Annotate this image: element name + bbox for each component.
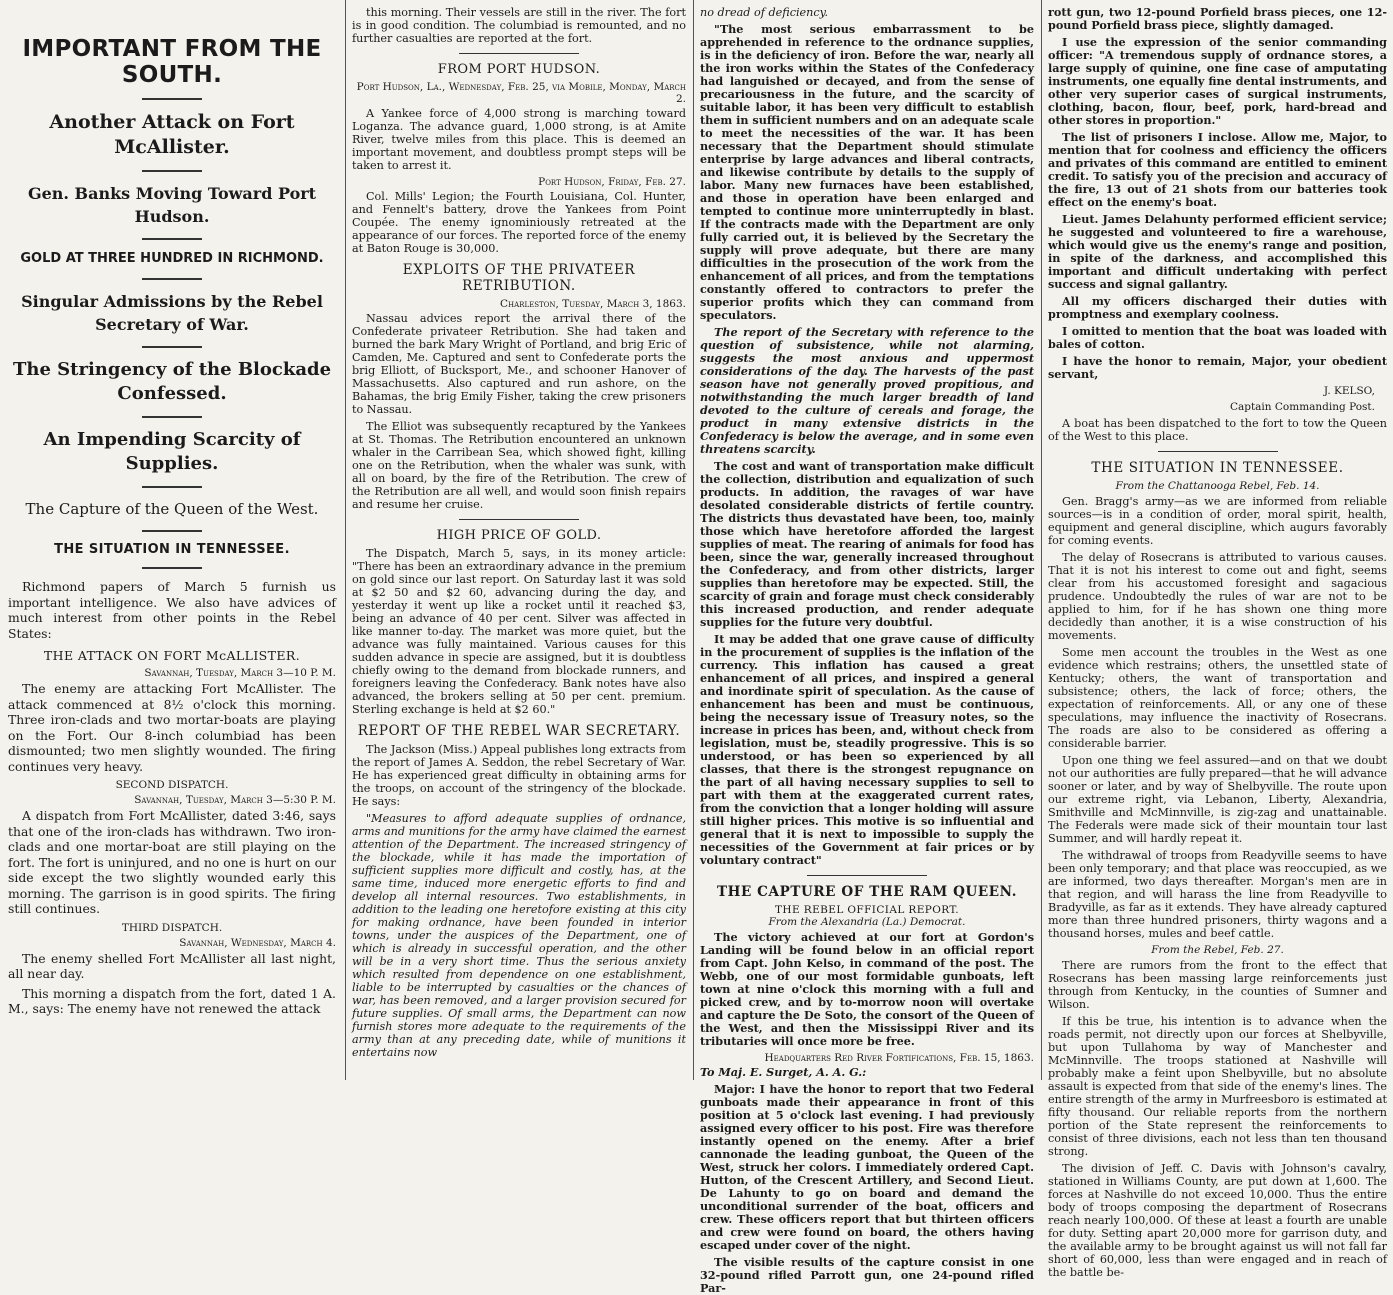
separator	[459, 519, 579, 520]
separator	[459, 53, 579, 54]
separator	[142, 530, 202, 532]
deck-queen-of-the-west: The Capture of the Queen of the West.	[25, 500, 319, 518]
paragraph: Col. Mills' Legion; the Fourth Louisiana, Col. Hunter, and Fennelt's battery, drove the Yankees from Point Coupée. The enemy ignominiously retreated at the appearance of our forces. The reported force of the enemy at Baton Rouge is 30,000.	[352, 190, 686, 255]
paragraph: The victory achieved at our fort at Gordon's Landing will be found below in an official report from Capt. John Kelso, in command of the post. The Webb, one of our most formidable gunboats, left town at nine o'clock this morning with a full and picked crew, and by to-morrow noon will overtake and capture the De Soto, the consort of the Queen of the West, and then the Mississippi River and its tributaries will once more be free.	[700, 930, 1034, 1048]
separator	[142, 416, 202, 418]
deck-singular-admissions: Singular Admissions by the Rebel Secretary of War.	[21, 292, 323, 334]
signature-name: J. KELSO,	[1323, 385, 1375, 397]
signature-title: Captain Commanding Post.	[1229, 401, 1375, 413]
deck-banks-moving: Gen. Banks Moving Toward Port Hudson.	[27, 184, 317, 226]
paragraph: Nassau advices report the arrival there of the Confederate privateer Retribution. She had taken and burned the bark Mary Wright of Portland, and brig Eric of Camden, Me. Captured and sent to Confederate ports the brig Elliott, of Bucksport, Me., and schooner Hanover of Massachusetts. Also captured and run ashore, on the Bahamas, the brig Emily Fisher, taking the crew prisoners to Nassau.	[352, 312, 686, 416]
paragraph: The withdrawal of troops from Readyville seems to have been only temporary; and that place was reoccupied, as we are informed, two days thereafter. Morgan's men are in that region, and will harass the line from Readyville to Bradyville, as far as it extends. They have already captured more than three hundred prisoners, thirty wagons and a thousand horses, mules and beef cattle.	[1048, 849, 1387, 940]
separator	[142, 278, 202, 280]
separator	[142, 567, 202, 569]
paragraph: To Maj. E. Surget, A. A. G.:	[700, 1065, 867, 1079]
separator	[142, 486, 202, 488]
paragraph: If this be true, his intention is to advance when the roads permit, not directly upon our forces at Shelbyville, but upon Tullahoma by way of Manchester and McMinnville. The troops stationed at Nashville will probably make a feint upon Shelbyville, but no absolute assault is expected from that side of the enemy's lines. The entire strength of the army in Murfreesboro is estimated at fifty thousand. Our reliable reports from the northern portion of the State represent the reinforcements to consist of three divisions, each not less than ten thousand strong.	[1048, 1015, 1387, 1158]
separator	[142, 238, 202, 240]
paragraph: It may be added that one grave cause of difficulty in the procurement of supplies is the inflation of the currency. This inflation has caused a great enhancement of all prices, and inspired a general and inordinate spirit of speculation. As the cause of enhancement has been and must be continuous, being the necessary issue of Treasury notes, so the increase in prices has been, and, without check from legislation, must be, steadily progressive. This is so understood, or has been so experienced by all classes, that there is the strongest repugnance on the part of all having necessary supplies to sell to part with them at the exaggerated current rates, from the conviction that a longer holding will assure still higher prices. This motive is so influential and general that it is next to impossible to supply the necessities of the Government at fair prices or by voluntary contract"	[700, 632, 1034, 867]
dateline: Savannah, Tuesday, March 3—10 P. M.	[144, 667, 336, 679]
paragraph: this morning. Their vessels are still in the river. The fort is in good condition. The columbiad is remounted, and no further casualties are reported at the fort.	[352, 6, 686, 45]
subheading-official-report: THE REBEL OFFICIAL REPORT.	[775, 904, 959, 916]
heading-privateer: EXPLOITS OF THE PRIVATEER RETRIBUTION.	[402, 262, 636, 294]
separator	[142, 346, 202, 348]
deck-scarcity: An Impending Scarcity of Supplies.	[43, 429, 301, 474]
intro-paragraph: Richmond papers of March 5 furnish us important intelligence. We also have advices of much interest from other points in the Rebel States:	[8, 579, 336, 641]
paragraph: "Measures to afford adequate supplies of ordnance, arms and munitions for the army have claimed the earnest attention of the Department. The increased stringency of the blockade, while it has made the importation of sufficient supplies more difficult and costly, has, at the same time, induced more energetic efforts to find and develop all internal resources. Two establishments, in addition to the leading one heretofore existing at this city for making ordnance, have been founded in interior towns, under the auspices of the Department, one of which is already in successful operation, and the other will be in a very short time. Thus the serious anxiety which resulted from dependence on one establishment, liable to be interrupted by casualties or the chances of war, has been removed, and a larger provision secured for future supplies. Of small arms, the Department can now furnish stores more adequate to the requirements of the army than at any preceding date, while of munitions it entertains now	[352, 812, 686, 1059]
section-heading-tennessee: THE SITUATION IN TENNESSEE.	[54, 542, 290, 557]
paragraph: This morning a dispatch from the fort, dated 1 A. M., says: The enemy have not renewed the attack	[8, 985, 336, 1016]
paragraph: The Dispatch, March 5, says, in its money article: "There has been an extraordinary advance in the premium on gold since our last report. On Saturday last it was sold at $2 50 and $2 60, advancing during the day, and yesterday it went up like a rocket until it reached $3, being an advance of 40 per cent. Silver was affected in like manner to-day. The market was more quiet, but the advance was fully maintained. Various causes for this sudden advance in specie are assigned, but it is doubtless chiefly owing to the demand from blockade runners, and foreigners leaving the Confederacy. Bank notes have also advanced, the brokers selling at 50 per cent. premium. Sterling exchange is held at $2 60."	[352, 547, 686, 716]
deck-gold-price: GOLD AT THREE HUNDRED IN RICHMOND.	[20, 251, 324, 266]
main-headline: IMPORTANT FROM THE SOUTH.	[22, 36, 322, 88]
heading-situation-tennessee: THE SITUATION IN TENNESSEE.	[1091, 460, 1344, 476]
paragraph: no dread of deficiency.	[700, 6, 829, 19]
paragraph: The enemy shelled Fort McAllister all last night, all near day.	[8, 950, 336, 981]
paragraph: Gen. Bragg's army—as we are informed from reliable sources—is in a condition of order, moral spirit, health, equipment and general discipline, which augurs favorably for coming events.	[1048, 495, 1387, 547]
paragraph: All my officers discharged their duties with promptness and exemplary coolness.	[1048, 294, 1387, 321]
source-line: From the Chattanooga Rebel, Feb. 14.	[1115, 480, 1320, 492]
heading-war-secretary: REPORT OF THE REBEL WAR SECRETARY.	[357, 723, 681, 739]
paragraph: I have the honor to remain, Major, your obedient servant,	[1048, 354, 1387, 381]
paragraph: The cost and want of transportation make difficult the collection, distribution and equalization of such products. In addition, the ravages of war have desolated considerable districts of fertile country. The districts thus devastated have been, too, mainly those which have heretofore afforded the largest supplies of meat. The rearing of animals for food has been, since the war, generally increased throughout the Confederacy, and from other districts, larger supplies than heretofore may be expected. Still, the scarcity of grain and forage must check considerably this increased production, and render adequate supplies for the future very doubtful.	[700, 459, 1034, 629]
paragraph: The enemy are attacking Fort McAllister. The attack commenced at 8½ o'clock this morning. Three iron-clads and two mortar-boats are playing on the Fort. Our 8-inch columbiad has been dismounted; two men slightly wounded. The firing continues very heavy.	[8, 681, 336, 774]
dateline: Savannah, Wednesday, March 4.	[179, 936, 336, 949]
column-3	[694, 0, 1040, 1295]
paragraph: rott gun, two 12-pound Porfield brass pieces, one 12-pound Porfield brass piece, slightly damaged.	[1048, 5, 1387, 32]
heading-port-hudson: FROM PORT HUDSON.	[437, 62, 601, 77]
paragraph: I use the expression of the senior commanding officer: "A tremendous supply of ordnance stores, a large supply of quinine, one fine case of amputating instruments, one equally fine dental instruments, and other very superior cases of surgical instruments, clothing, bacon, flour, beef, pork, hard-bread and other stores in proportion."	[1048, 35, 1387, 127]
paragraph: A boat has been dispatched to the fort to tow the Queen of the West to this place.	[1048, 417, 1387, 443]
paragraph: The Elliot was subsequently recaptured by the Yankees at St. Thomas. The Retribution encountered an unknown whaler in the Carribean Sea, which showed fight, killing one on the Retribution, when the whaler was sunk, with all on board, by the fire of the Retribution. The crew of the Retribution are all well, and would soon finish repairs and resume her cruise.	[352, 420, 686, 511]
paragraph: The list of prisoners I inclose. Allow me, Major, to mention that for coolness and efficiency the officers and privates of this command are entitled to eminent credit. To satisfy you of the precision and accuracy of the fire, 13 out of 21 shots from our batteries took effect on the enemy's boat.	[1048, 130, 1387, 209]
heading-gold: HIGH PRICE OF GOLD.	[436, 528, 602, 543]
paragraph: The report of the Secretary with reference to the question of subsistence, while not alarming, suggests the most anxious and uppermost considerations of the day. The harvests of the past season have not generally proved propitious, and notwithstanding the much larger breadth of land devoted to the culture of cereals and forage, the product in many extensive districts in the Confederacy is below the average, and in some even threatens scarcity.	[700, 325, 1034, 456]
separator	[807, 875, 927, 876]
separator	[1158, 451, 1278, 452]
dateline: Headquarters Red River Fortifications, Feb. 15, 1863.	[764, 1052, 1034, 1064]
dateline: Port Hudson, Friday, Feb. 27.	[538, 176, 686, 188]
deck-blockade: The Stringency of the Blockade Confessed.	[12, 359, 332, 404]
paragraph: The visible results of the capture consist in one 32-pound rifled Parrott gun, one 24-pound rifled Par-	[700, 1255, 1034, 1295]
column-2	[346, 0, 692, 1080]
separator	[142, 170, 202, 172]
paragraph: Major: I have the honor to report that two Federal gunboats made their appearance in front of this position at 5 o'clock last evening. I had previously assigned every officer to his post. Fire was therefore instantly opened on the enemy. After a brief cannonade the leading gunboat, the Queen of the West, struck her colors. I immediately ordered Capt. Hutton, of the Crescent Artillery, and Second Lieut. De Lahunty to go on board and demand the unconditional surrender of the boat, officers and crew. These officers report that but thirteen officers and crew were found on board, the others having escaped under cover of the night.	[700, 1082, 1034, 1252]
source-line: From the Alexandria (La.) Democrat.	[768, 916, 966, 928]
paragraph: There are rumors from the front to the effect that Rosecrans has been massing large reinforcements just through from Kentucky, in the counties of Sumner and Wilson.	[1048, 959, 1387, 1011]
paragraph: The Jackson (Miss.) Appeal publishes long extracts from the report of James A. Seddon, the rebel Secretary of War. He has experienced great difficulty in obtaining arms for the troops, on account of the stringency of the blockade. He says:	[352, 743, 686, 808]
dateline: Savannah, Tuesday, March 3—5:30 P. M.	[134, 794, 336, 806]
dateline: Port Hudson, La., Wednesday, Feb. 25, via Mobile, Monday, March 2.	[356, 81, 686, 105]
column-1	[0, 0, 344, 1080]
source-line: From the Rebel, Feb. 27.	[1151, 944, 1284, 956]
deck-fort-mcallister: Another Attack on Fort McAllister.	[49, 111, 295, 158]
dispatch-heading: THIRD DISPATCH.	[121, 921, 223, 934]
paragraph: Lieut. James Delahunty performed efficient service; he suggested and volunteered to fire a warehouse, which would give us the enemy's range and position, in spite of the darkness, and accomplished this important and difficult undertaking with perfect success and signal gallantry.	[1048, 212, 1387, 291]
column-4	[1042, 0, 1393, 1279]
paragraph: A dispatch from Fort McAllister, dated 3:46, says that one of the iron-clads has withdrawn. Two iron-clads and one mortar-boat are still playing on the fort. The fort is uninjured, and no one is hurt on our side except the two slightly wounded early this morning. The garrison is in good spirits. The firing still continues.	[8, 808, 336, 916]
paragraph: Upon one thing we feel assured—and on that we doubt not our authorities are fully prepared—that he will advance sooner or later, and by way of Shelbyville. The route upon our extreme right, via Lebanon, Liberty, Alexandria, Smithville and McMinnville, is zig-zag and unattainable. The Federals were made sick of their mountain tour last Summer, and will hardly repeat it.	[1048, 754, 1387, 845]
dispatch-heading: SECOND DISPATCH.	[115, 779, 229, 791]
separator	[142, 98, 202, 100]
paragraph: "The most serious embarrassment to be apprehended in reference to the ordnance supplies, is in the deficiency of iron. Before the war, nearly all the iron works within the States of the Confederacy had languished or decayed, and from the sense of precariousness in the future, and the scarcity of suitable labor, it has been very difficult to establish them in sufficient numbers and on an adequate scale to meet the necessities of the war. It has been necessary that the Department should stimulate enterprise by large advances and liberal contracts, and likewise contribute by details to the supply of labor. Many new furnaces have been established, and those in operation have been enlarged and tempted to continue more uninterruptedly in blast. If the contracts made with the Department are only fully carried out, it is believed by the Secretary the supply will prove adequate, but there are many difficulties in the prosecution of the work from the enhancement of all prices, and from the temptations constantly offered to contractors to prefer the superior profits which they can command from speculators.	[700, 22, 1034, 322]
heading-ram-queen: THE CAPTURE OF THE RAM QUEEN.	[716, 884, 1018, 900]
attack-heading: THE ATTACK ON FORT McALLISTER.	[43, 648, 301, 663]
paragraph: Some men account the troubles in the West as one evidence which restrains; others, the unsettled state of Kentucky; others, the want of transportation and subsistence; others, the lack of force; others, the expectation of reinforcements. All, or any one of these speculations, may influence the inactivity of Rosecrans. The roads are also to be considered as offering a considerable barrier.	[1048, 646, 1387, 750]
paragraph: I omitted to mention that the boat was loaded with bales of cotton.	[1048, 324, 1387, 351]
paragraph: The division of Jeff. C. Davis with Johnson's cavalry, stationed in Williams County, are put down at 1,600. The forces at Nashville do not exceed 10,000. Thus the entire body of troops composing the department of Rosecrans reach nearly 100,000. Of these at least a fourth are unable for duty. Setting apart 20,000 more for garrison duty, and the available army to be brought against us will not fall far short of 60,000, less than were engaged and in reach of the battle be-	[1048, 1162, 1387, 1279]
paragraph: A Yankee force of 4,000 strong is marching toward Loganza. The advance guard, 1,000 strong, is at Amite River, twelve miles from this place. This is deemed an important movement, and doubtless prompt steps will be taken to arrest it.	[352, 107, 686, 172]
paragraph: The delay of Rosecrans is attributed to various causes. That it is not his interest to come out and fight, seems clear from his accustomed foresight and sagacious prudence. Undoubtedly the rules of war are not to be applied to him, for if he has shown one thing more decidedly than another, it is a wise construction of his movements.	[1048, 551, 1387, 642]
dateline: Charleston, Tuesday, March 3, 1863.	[499, 298, 686, 310]
